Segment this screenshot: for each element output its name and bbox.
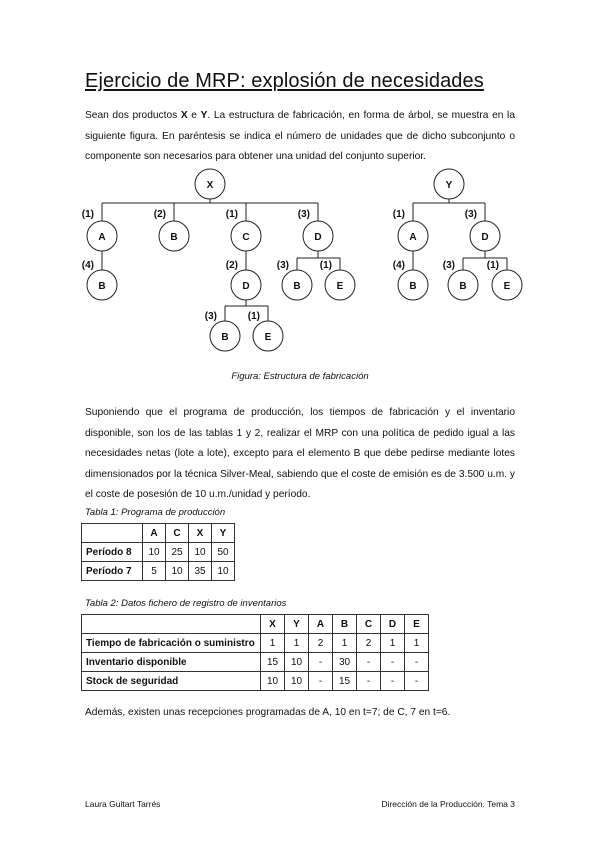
column-header [82, 524, 143, 543]
product-x: X [180, 110, 188, 121]
table-cell: 35 [189, 562, 212, 581]
table-cell: 1 [333, 634, 357, 653]
quantity-label: (1) [486, 260, 499, 271]
quantity-label: (4) [81, 260, 94, 271]
table-cell: 10 [212, 562, 235, 581]
table-header-row [82, 524, 235, 543]
table-cell: 1 [405, 634, 429, 653]
table-cell: 30 [333, 653, 357, 672]
quantity-label: (3) [297, 209, 310, 220]
quantity-label: (2) [225, 260, 238, 271]
column-header [82, 615, 261, 634]
inventory-records-table [81, 614, 429, 691]
table-cell: 1 [285, 634, 309, 653]
quantity-label: (1) [247, 311, 260, 322]
node-y: Y [445, 180, 453, 191]
table-cell: 10 [189, 543, 212, 562]
table-cell: 5 [143, 562, 166, 581]
node-b: B [221, 332, 229, 343]
table-row [82, 543, 235, 562]
intro-text: Sean dos productos [85, 110, 181, 121]
column-header: Y [285, 615, 309, 634]
problem-statement: Suponiendo que el programa de producción, los tiempos de fabricación y el inventario disponible, son los de las tablas 1 y 2, realizar el MRP con una política de pedido igual a las necesidades netas (lote a lote), excepto para el elemento B que debe pedirse mediante lotes dimensionados por la técnica Silver-Meal, sabiendo que el coste de emisión es de 3.500 u.m. y el coste de posesión de 10 u.m./unidad y período. [85, 407, 515, 500]
row-header: Período 7 [82, 562, 143, 581]
quantity-label: (3) [204, 311, 217, 322]
column-header: C [166, 524, 189, 543]
quantity-label: (1) [225, 209, 238, 220]
table-cell: 50 [212, 543, 235, 562]
node-b: B [293, 281, 301, 292]
column-header: C [357, 615, 381, 634]
table-header-row [82, 615, 429, 634]
row-header: Tiempo de fabricación o suministro [82, 634, 261, 653]
intro-text: . La estructura de fabricación, en forma de árbol, se muestra en la siguiente figura. En paréntesis se indica el número de unidades que de dicho subconjunto o componente son necesarios para obtener una unidad del conjunto superior. [85, 110, 515, 162]
node-b: B [459, 281, 467, 292]
table-cell: - [405, 672, 429, 691]
column-header: X [189, 524, 212, 543]
table-cell: - [309, 653, 333, 672]
page-title: Ejercicio de MRP: explosión de necesidades [85, 70, 484, 92]
quantity-label: (1) [392, 209, 405, 220]
table-cell: - [381, 653, 405, 672]
node-e: E [264, 332, 272, 343]
table-row [82, 653, 429, 672]
node-e: E [336, 281, 344, 292]
figure-caption: Figura: Estructura de fabricación [231, 371, 369, 382]
table-cell: 25 [166, 543, 189, 562]
node-b: B [170, 232, 178, 243]
quantity-label: (2) [153, 209, 166, 220]
table2-caption: Tabla 2: Datos fichero de registro de inventarios [85, 598, 287, 609]
table1-caption: Tabla 1: Programa de producción [85, 507, 226, 518]
column-header: X [261, 615, 285, 634]
table-cell: 2 [309, 634, 333, 653]
production-schedule-table [81, 523, 235, 581]
table-cell: 10 [166, 562, 189, 581]
table-row [82, 634, 429, 653]
node-x: X [206, 180, 214, 191]
node-d: D [481, 232, 489, 243]
column-header: B [333, 615, 357, 634]
quantity-label: (1) [81, 209, 94, 220]
table-cell: 2 [357, 634, 381, 653]
footer-course: Dirección de la Producción. Tema 3 [381, 799, 515, 809]
table-cell: 1 [261, 634, 285, 653]
column-header: A [143, 524, 166, 543]
product-y: Y [200, 110, 208, 121]
table-cell: - [405, 653, 429, 672]
table-cell: 10 [261, 672, 285, 691]
table-cell: 10 [285, 653, 309, 672]
node-d: D [242, 281, 250, 292]
table-cell: 15 [261, 653, 285, 672]
row-header: Stock de seguridad [82, 672, 261, 691]
table-cell: 15 [333, 672, 357, 691]
table-row [82, 672, 429, 691]
column-header: A [309, 615, 333, 634]
node-a: A [409, 232, 417, 243]
column-header: D [381, 615, 405, 634]
quantity-label: (3) [464, 209, 477, 220]
table-cell: - [357, 672, 381, 691]
node-b: B [98, 281, 106, 292]
table-cell: 1 [381, 634, 405, 653]
table-cell: 10 [143, 543, 166, 562]
node-c: C [242, 232, 250, 243]
table-cell: 10 [285, 672, 309, 691]
node-a: A [98, 232, 106, 243]
node-b: B [409, 281, 417, 292]
table-cell: - [381, 672, 405, 691]
quantity-label: (3) [442, 260, 455, 271]
node-d: D [314, 232, 322, 243]
table-cell: - [357, 653, 381, 672]
quantity-label: (1) [319, 260, 332, 271]
quantity-label: (4) [392, 260, 405, 271]
product-structure-figure [0, 0, 600, 360]
table-row [82, 562, 235, 581]
column-header: Y [212, 524, 235, 543]
intro-text: e [187, 110, 201, 121]
row-header: Período 8 [82, 543, 143, 562]
row-header: Inventario disponible [82, 653, 261, 672]
node-e: E [503, 281, 511, 292]
quantity-label: (3) [276, 260, 289, 271]
scheduled-receipts-note: Además, existen unas recepciones programadas de A, 10 en t=7; de C, 7 en t=6. [85, 707, 451, 718]
column-header: E [405, 615, 429, 634]
footer-author: Laura Guitart Tarrés [85, 799, 161, 809]
table-cell: - [309, 672, 333, 691]
